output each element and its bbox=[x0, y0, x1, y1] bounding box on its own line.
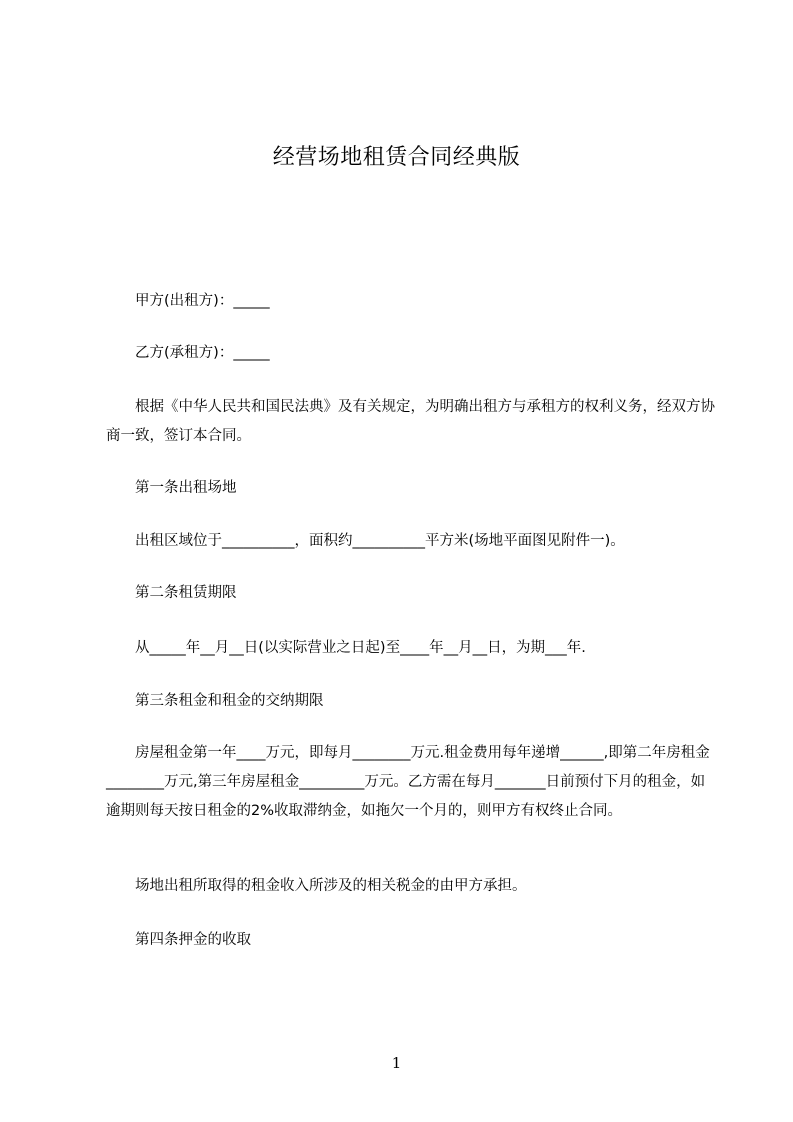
article-1-heading: 第一条出租场地 bbox=[135, 480, 237, 496]
party-a-line: 甲方(出租方)：_____ bbox=[135, 293, 270, 309]
preamble-paragraph: 根据《中华人民共和国民法典》及有关规定，为明确出租方与承租方的权利义务，经双方协商一致，签订本合同。 bbox=[106, 399, 715, 444]
article-4-heading: 第四条押金的收取 bbox=[135, 932, 251, 948]
article-2-body: 从_____年__月__日(以实际营业之日起)至____年__月__日，为期___年. bbox=[135, 640, 586, 656]
article-2-heading: 第二条租赁期限 bbox=[135, 585, 237, 601]
article-1-body: 出租区域位于__________，面积约__________平方米(场地平面图见附件一)。 bbox=[135, 533, 625, 549]
document-title: 经营场地租赁合同经典版 bbox=[272, 145, 521, 170]
article-3-heading: 第三条租金和租金的交纳期限 bbox=[135, 693, 324, 709]
article-3-tax-note: 场地出租所取得的租金收入所涉及的相关税金的由甲方承担。 bbox=[135, 878, 527, 894]
party-b-line: 乙方(承租方)：_____ bbox=[135, 345, 270, 361]
article-3-body: 房屋租金第一年____万元，即每月________万元.租金费用每年递增______,即第二年房租金________万元,第三年房屋租金_________万元。乙方需在每月_______日前预付下月的租金，如逾期则每天按日租金的2%收取滞纳金，如拖欠一个月的，则甲方有权终止合同。 bbox=[106, 745, 710, 819]
page-number: 1 bbox=[391, 1054, 402, 1072]
